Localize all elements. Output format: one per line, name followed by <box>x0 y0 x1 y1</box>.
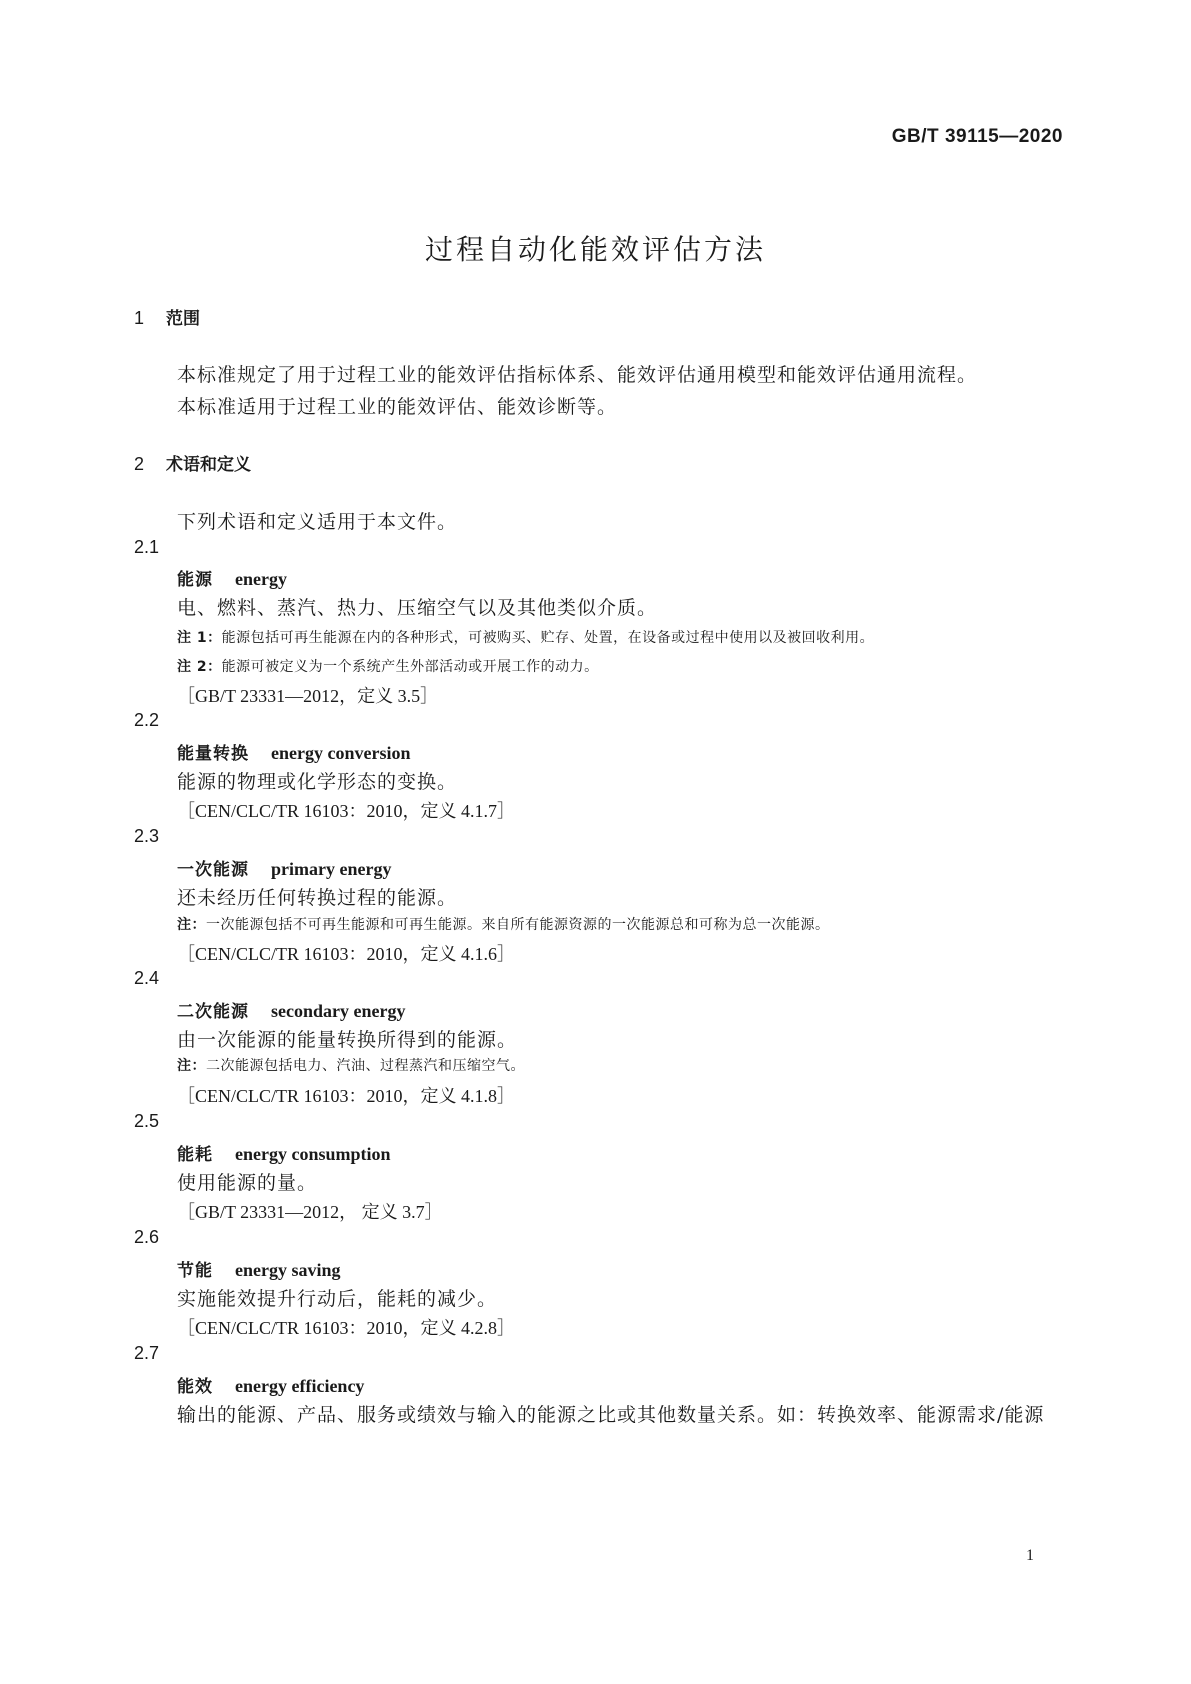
term-number: 2.5 <box>134 1111 160 1131</box>
note-label: 注 2： <box>177 659 222 675</box>
section-number: 1 <box>134 308 145 328</box>
term-heading <box>177 1140 391 1165</box>
term-source: ［CEN/CLC/TR 16103：2010，定义 4.2.8］ <box>177 1318 516 1338</box>
term-english: energy <box>235 569 287 589</box>
page-number: 1 <box>1026 1547 1034 1564</box>
scope-paragraph-1: 本标准规定了用于过程工业的能效评估指标体系、能效评估通用模型和能效评估通用流程。 <box>177 364 978 386</box>
term-chinese: 能效 <box>177 1377 213 1397</box>
term-number: 2.4 <box>134 968 160 988</box>
section-title: 术语和定义 <box>166 455 251 475</box>
term-heading <box>177 997 405 1022</box>
term-number: 2.7 <box>134 1343 160 1363</box>
term-chinese: 能源 <box>177 570 213 590</box>
term-heading <box>177 855 391 880</box>
term-note <box>177 914 830 934</box>
term-chinese: 节能 <box>177 1261 213 1281</box>
note-label: 注： <box>177 1058 206 1074</box>
term-chinese: 能量转换 <box>177 744 249 764</box>
note-label: 注： <box>177 917 206 933</box>
note-text: 一次能源包括不可再生能源和可再生能源。来自所有能源资源的一次能源总和可称为总一次能源。 <box>206 917 830 933</box>
term-number: 2.1 <box>134 537 160 557</box>
term-number: 2.3 <box>134 826 160 846</box>
note-text: 能源可被定义为一个系统产生外部活动或开展工作的动力。 <box>221 659 599 675</box>
term-heading <box>177 739 410 764</box>
section-1-heading <box>134 304 200 329</box>
section-title: 范围 <box>166 309 200 329</box>
term-definition: 输出的能源、产品、服务或绩效与输入的能源之比或其他数量关系。如：转换效率、能源需求/能源 <box>177 1404 1045 1426</box>
term-number: 2.6 <box>134 1227 160 1247</box>
term-english: primary energy <box>271 859 392 879</box>
term-source: ［CEN/CLC/TR 16103：2010，定义 4.1.8］ <box>177 1086 516 1106</box>
section-2-heading <box>134 450 251 475</box>
term-english: energy efficiency <box>235 1376 365 1396</box>
note-text: 能源包括可再生能源在内的各种形式，可被购买、贮存、处置，在设备或过程中使用以及被回收利用。 <box>221 630 875 646</box>
term-note <box>177 656 599 676</box>
note-label: 注 1： <box>177 630 222 646</box>
scope-paragraph-2: 本标准适用于过程工业的能效评估、能效诊断等。 <box>177 396 618 418</box>
term-english: secondary energy <box>271 1001 406 1021</box>
term-english: energy consumption <box>235 1144 391 1164</box>
term-heading <box>177 1372 364 1397</box>
term-chinese: 二次能源 <box>177 1002 249 1022</box>
term-source: ［CEN/CLC/TR 16103：2010，定义 4.1.6］ <box>177 944 516 964</box>
term-number: 2.2 <box>134 710 160 730</box>
term-note <box>177 1055 525 1075</box>
term-chinese: 一次能源 <box>177 860 249 880</box>
term-note <box>177 627 874 647</box>
term-english: energy saving <box>235 1260 341 1280</box>
term-chinese: 能耗 <box>177 1145 213 1165</box>
term-definition: 能源的物理或化学形态的变换。 <box>177 771 458 793</box>
term-definition: 电、燃料、蒸汽、热力、压缩空气以及其他类似介质。 <box>177 597 658 619</box>
terms-intro: 下列术语和定义适用于本文件。 <box>177 511 458 533</box>
term-english: energy conversion <box>271 743 411 763</box>
term-definition: 实施能效提升行动后，能耗的减少。 <box>177 1288 498 1310</box>
term-heading <box>177 1256 341 1281</box>
term-source: ［CEN/CLC/TR 16103：2010，定义 4.1.7］ <box>177 801 516 821</box>
section-number: 2 <box>134 454 145 474</box>
term-source: ［GB/T 23331—2012，定义 3.5］ <box>177 686 439 706</box>
term-heading <box>177 565 287 590</box>
standard-code: GB/T 39115—2020 <box>891 126 1063 147</box>
term-definition: 使用能源的量。 <box>177 1172 318 1194</box>
term-source: ［GB/T 23331—2012， 定义 3.7］ <box>177 1202 443 1222</box>
term-definition: 还未经历任何转换过程的能源。 <box>177 887 458 909</box>
note-text: 二次能源包括电力、汽油、过程蒸汽和压缩空气。 <box>206 1058 525 1074</box>
term-definition: 由一次能源的能量转换所得到的能源。 <box>177 1029 518 1051</box>
document-title: 过程自动化能效评估方法 <box>424 233 766 266</box>
